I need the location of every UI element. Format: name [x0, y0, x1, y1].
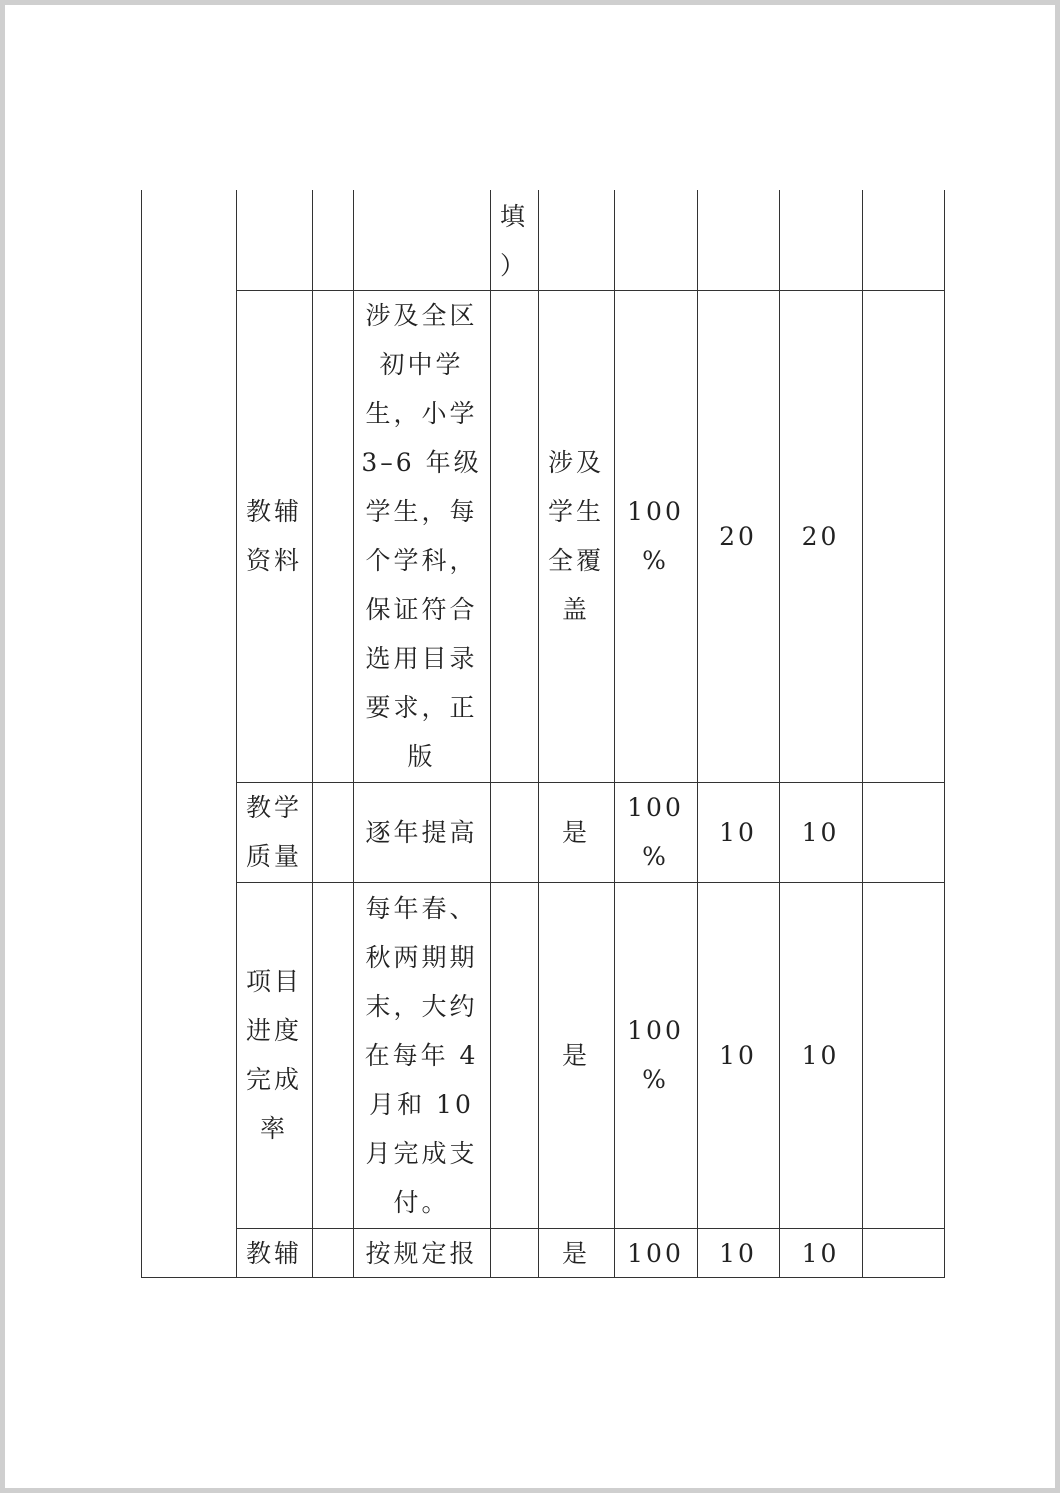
actual-cell: 是 [561, 817, 590, 847]
table-line [312, 190, 313, 1278]
standard-cell: 按规定报 [365, 1238, 478, 1268]
table-row [490, 192, 538, 290]
standard-cell: 逐年提高 [365, 817, 478, 847]
table-line [490, 190, 491, 1278]
weight-cell: 10 [719, 1040, 757, 1070]
table-line [141, 190, 142, 1278]
weight-cell: 10 [719, 1238, 757, 1268]
actual-cell: 是 [561, 1238, 590, 1268]
weight-cell: 10 [719, 817, 757, 847]
indicator-cell: 教学 质量 [245, 793, 302, 871]
standard-cell: 每年春、 秋两期期 末，大约 在每年 4 月和 10 月完成支 付。 [364, 893, 479, 1217]
indicator-cell: 教辅 [245, 1238, 302, 1268]
score-cell: 10 [801, 1238, 840, 1268]
indicator-cell: 项目 进度 完成 率 [245, 967, 302, 1143]
note-fragment: 填 ） [499, 202, 528, 280]
completion-cell: 100 [627, 1238, 684, 1268]
score-cell: 10 [801, 817, 840, 847]
completion-cell: 100 % [627, 497, 684, 575]
table-line [944, 190, 945, 1278]
score-cell: 10 [801, 1040, 840, 1070]
completion-cell: 100 % [627, 1016, 684, 1094]
actual-cell: 是 [561, 1040, 590, 1070]
standard-cell: 涉及全区 初中学 生，小学 3–6 年级 学生，每 个学科， 保证符合 选用目录 要求，正 版 [361, 301, 482, 771]
table-line [862, 190, 863, 1278]
indicator-cell: 教辅 资料 [245, 497, 302, 575]
weight-cell: 20 [719, 521, 757, 551]
actual-cell: 涉及 学生 全覆 盖 [547, 448, 604, 624]
score-cell: 20 [801, 521, 840, 551]
completion-cell: 100 % [627, 793, 684, 871]
